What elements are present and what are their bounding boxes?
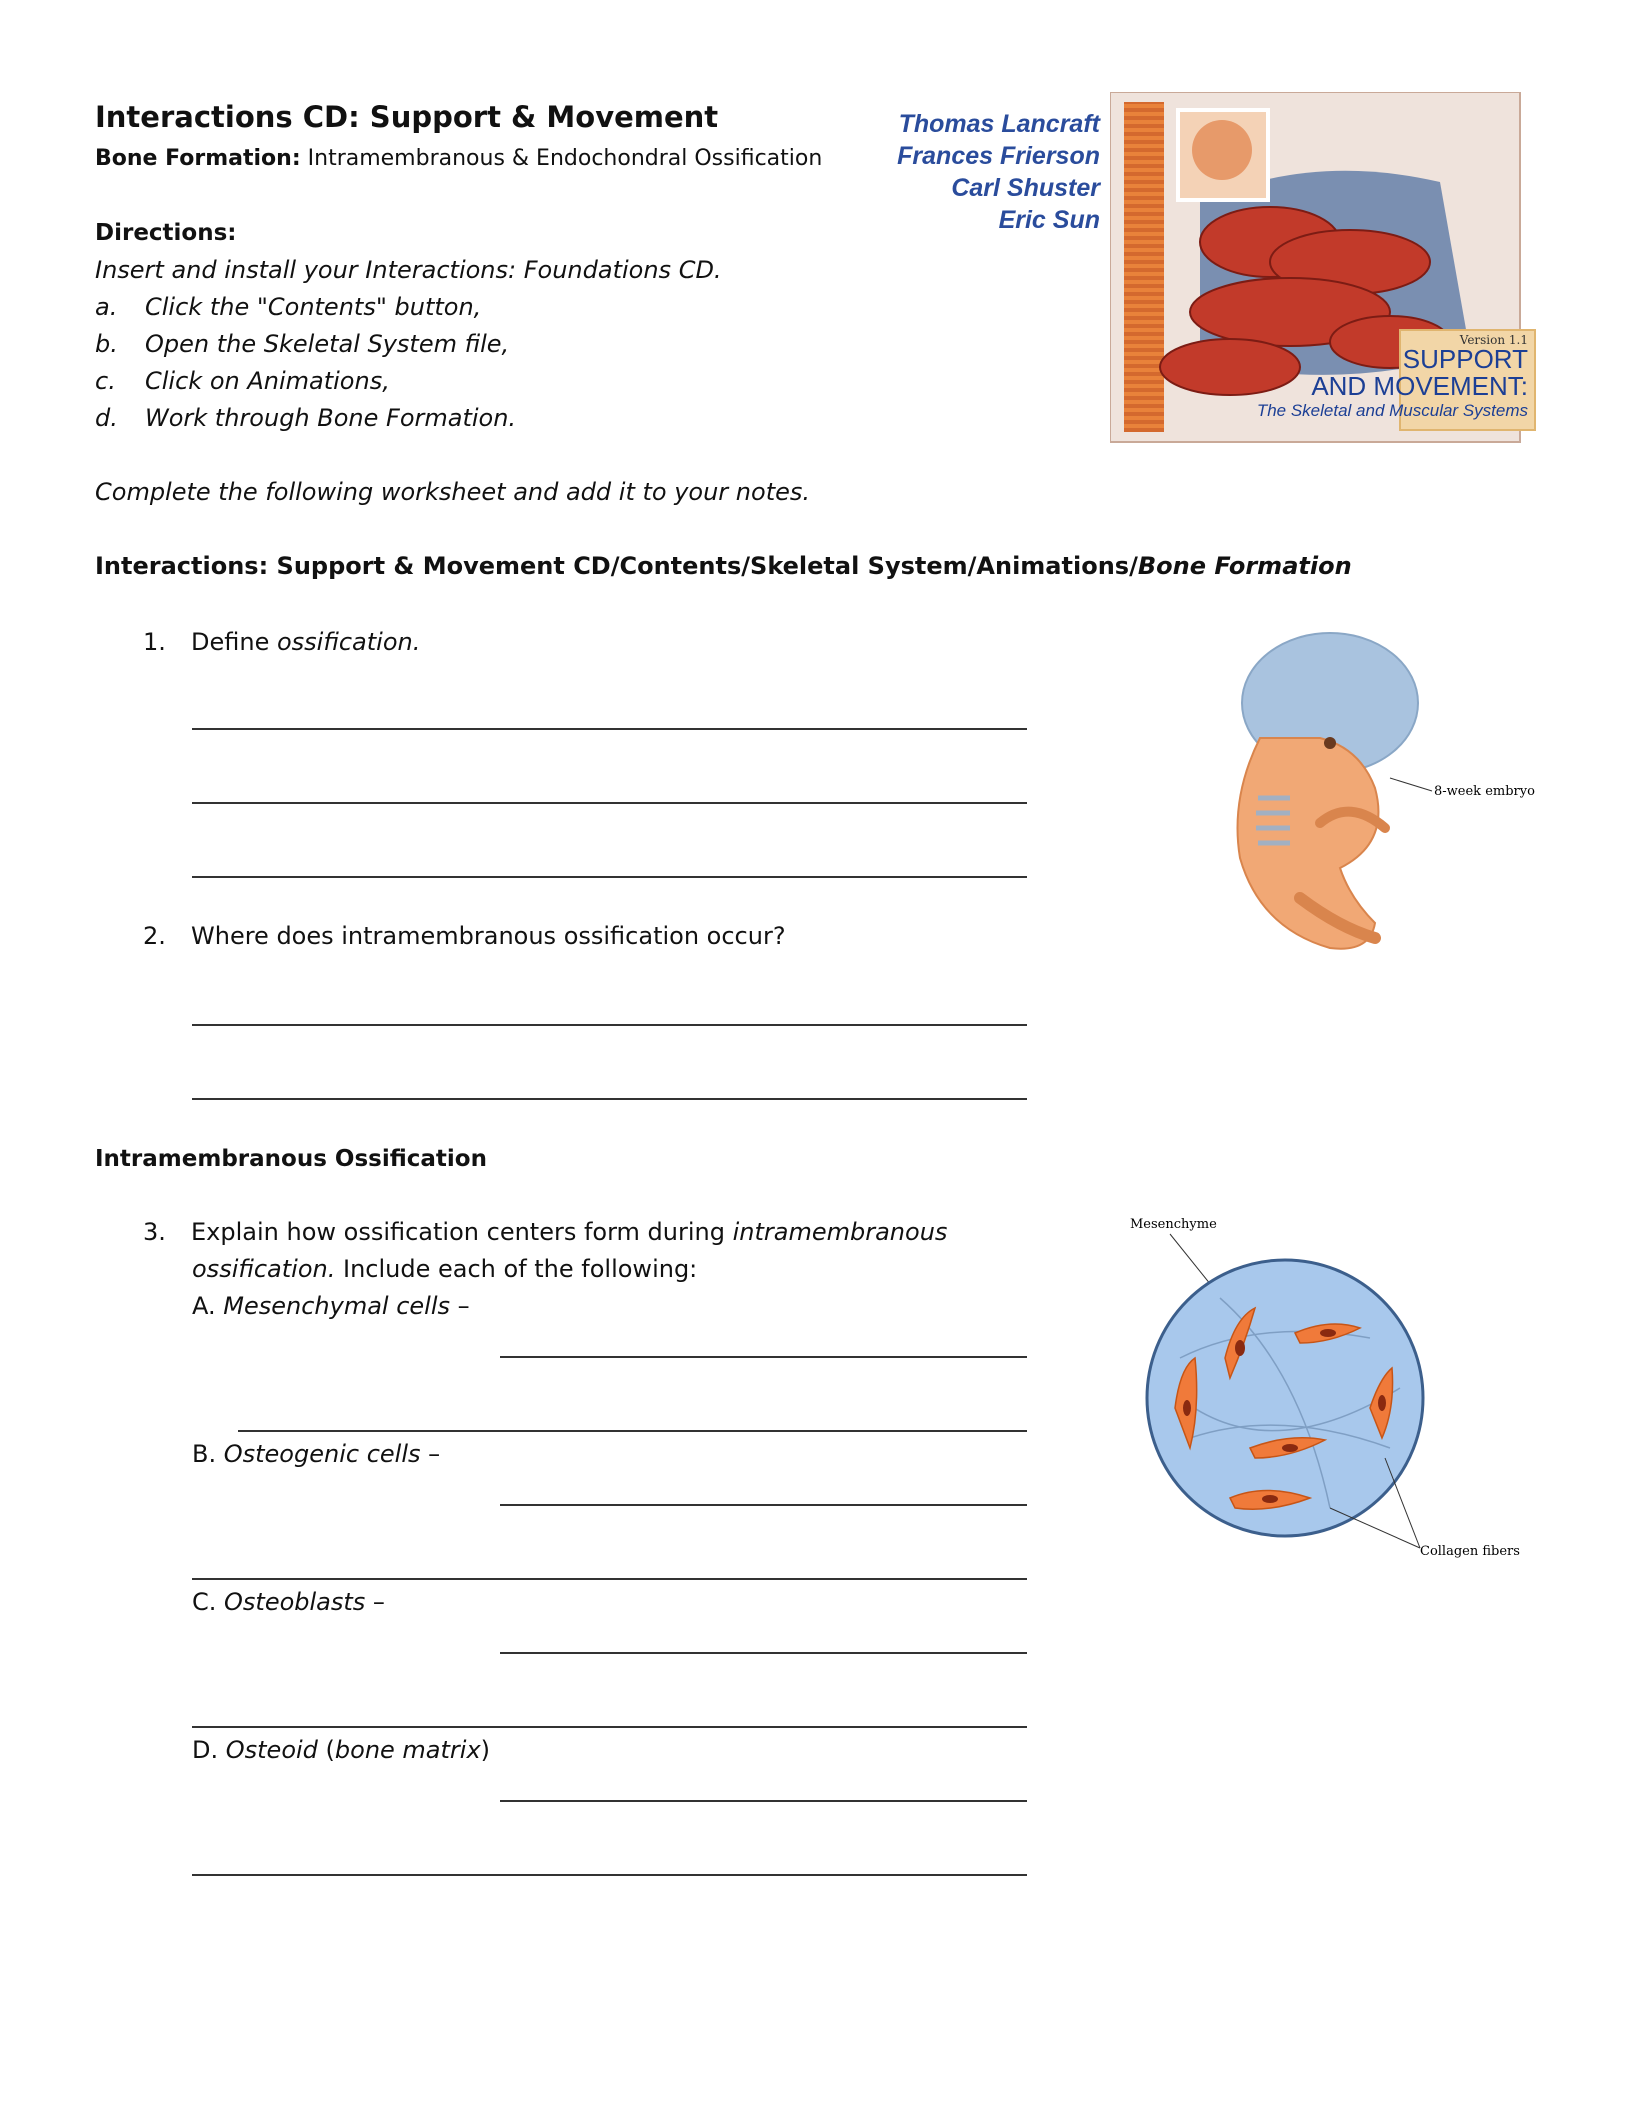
direction-step [95,367,390,395]
sub-item-suffix: – [420,1440,441,1468]
cd-title-1: SUPPORT [1402,344,1528,374]
step-text: Open the Skeletal System file, [145,330,510,358]
mesenchyme-figure [1120,1208,1540,1578]
subtitle-bold: Bone Formation: [95,146,301,171]
embryo-figure [1200,628,1540,968]
question-3 [143,1218,947,1246]
sub-item-suffix: – [365,1588,385,1616]
step-text: Click on Animations, [145,367,390,395]
collagen-label: Collagen fibers [1420,1544,1520,1559]
path-main: Interactions: Support & Movement CD/Contents/Skeletal System/Animations/ [95,552,1138,580]
sub-item-term: Osteoblasts [224,1588,366,1616]
answer-line[interactable] [192,1098,1027,1100]
sub-item-term: Osteoid [225,1736,318,1764]
step-text: Click the "Contents" button, [145,293,482,321]
question-text: Include each of the following: [335,1255,698,1283]
section-heading: Intramembranous Ossification [95,1146,487,1172]
step-letter: d. [95,404,118,432]
question-number: 2. [143,922,166,950]
answer-line[interactable] [192,728,1027,730]
sub-item-letter: B. [192,1440,224,1468]
cd-subtitle: The Skeletal and Muscular Systems [1256,401,1528,420]
navigation-path [95,552,1352,580]
page-title: Interactions CD: Support & Movement [95,100,719,134]
sub-item-term: Mesenchymal cells [223,1292,451,1320]
cd-author: Frances Frierson [897,142,1100,170]
directions-complete: Complete the following worksheet and add it to your notes. [95,478,811,506]
page-subtitle [95,146,822,171]
mesenchyme-label: Mesenchyme [1130,1217,1217,1232]
sub-item-osteoid [192,1736,490,1764]
step-letter: a. [95,293,118,321]
cd-version: Version 1.1 [1459,333,1528,347]
answer-line[interactable] [192,1578,1027,1580]
question-1 [143,628,420,656]
answer-line[interactable] [192,1874,1027,1876]
answer-line[interactable] [500,1356,1027,1358]
path-italic: Bone Formation [1137,552,1352,580]
answer-line[interactable] [192,1726,1027,1728]
direction-step [95,330,509,358]
answer-line[interactable] [192,876,1027,878]
sub-item-term: Osteogenic cells [223,1440,421,1468]
cd-author: Eric Sun [998,206,1100,234]
cd-title-2: AND MOVEMENT: [1311,371,1528,401]
answer-line[interactable] [500,1652,1027,1654]
sub-item-mesenchymal [192,1292,470,1320]
sub-item-letter: D. [192,1736,226,1764]
sub-item-osteogenic [192,1440,440,1468]
cd-author: Carl Shuster [951,174,1100,202]
answer-line[interactable] [238,1430,1027,1432]
question-italic: ossification. [276,628,421,656]
question-text: Explain how ossification centers form during [191,1218,733,1246]
subtitle-rest: Intramembranous & Endochondral Ossification [300,146,823,171]
sub-item-osteoblasts [192,1588,385,1616]
sub-item-suffix-2: ) [480,1736,491,1764]
question-3-cont [192,1255,697,1283]
cd-cover [880,92,1540,452]
question-number: 3. [143,1218,166,1246]
sub-item-term-2: bone matrix [334,1736,481,1764]
answer-line[interactable] [500,1800,1027,1802]
question-number: 1. [143,628,166,656]
directions-intro: Insert and install your Interactions: Foundations CD. [95,256,722,284]
step-text: Work through Bone Formation. [145,404,517,432]
sub-item-letter: C. [192,1588,225,1616]
answer-line[interactable] [192,1024,1027,1026]
answer-line[interactable] [500,1504,1027,1506]
direction-step [95,293,481,321]
cd-author: Thomas Lancraft [898,110,1100,138]
step-letter: b. [95,330,118,358]
embryo-label: 8-week embryo [1434,784,1535,799]
answer-line[interactable] [192,802,1027,804]
direction-step [95,404,516,432]
sub-item-letter: A. [192,1292,224,1320]
question-italic: ossification. [192,1255,336,1283]
sub-item-suffix: – [450,1292,470,1320]
question-italic: intramembranous [732,1218,948,1246]
step-letter: c. [95,367,116,395]
cd-cover-art [1110,92,1540,452]
question-text: Where does intramembranous ossification occur? [191,922,786,950]
sub-item-suffix: ( [317,1736,335,1764]
question-2 [143,922,786,950]
directions-heading: Directions: [95,220,237,246]
question-text: Define [191,628,277,656]
